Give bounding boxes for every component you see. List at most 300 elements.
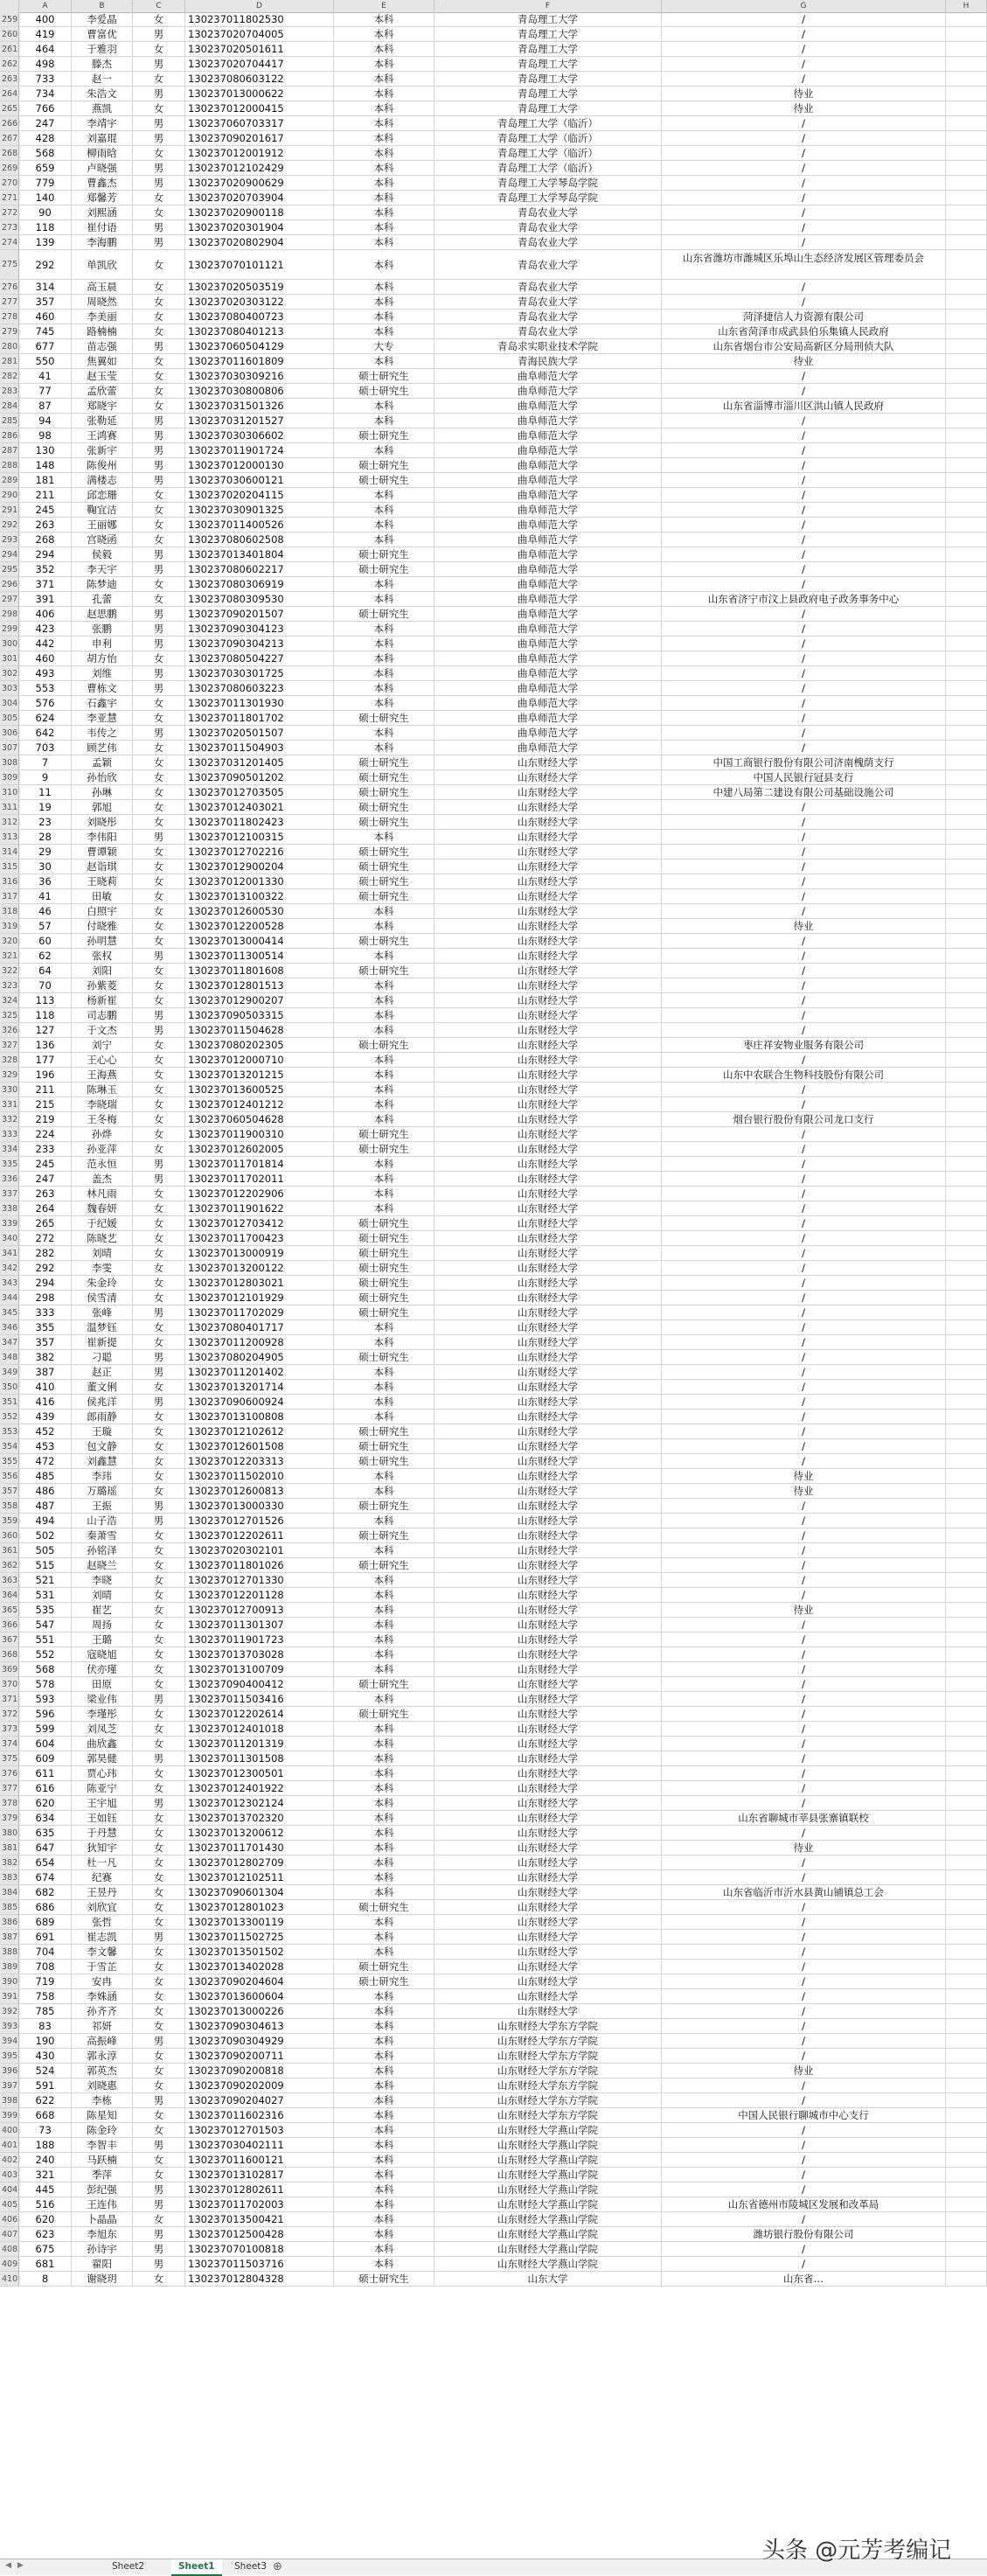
cell-empty[interactable] bbox=[946, 1722, 987, 1737]
cell-name[interactable]: 贾心玮 bbox=[72, 1766, 133, 1781]
cell-employer[interactable]: / bbox=[662, 235, 946, 250]
cell-exam-id[interactable]: 130237020303122 bbox=[185, 295, 334, 310]
row-number[interactable]: 259 bbox=[0, 12, 19, 27]
row-number[interactable]: 378 bbox=[0, 1796, 19, 1811]
cell-empty[interactable] bbox=[946, 800, 987, 815]
cell-name[interactable]: 孙诗宇 bbox=[72, 2242, 133, 2257]
cell-name[interactable]: 刘阳 bbox=[72, 964, 133, 978]
cell-exam-id[interactable]: 130237090503315 bbox=[185, 1008, 334, 1023]
cell-seq[interactable]: 547 bbox=[19, 1618, 72, 1633]
cell-seq[interactable]: 357 bbox=[19, 1335, 72, 1350]
cell-degree[interactable]: 硕士研究生 bbox=[334, 874, 434, 889]
cell-empty[interactable] bbox=[946, 874, 987, 889]
cell-gender[interactable]: 女 bbox=[133, 1038, 185, 1053]
cell-name[interactable]: 彭纪强 bbox=[72, 2183, 133, 2197]
cell-school[interactable]: 山东财经大学 bbox=[434, 1945, 662, 1960]
cell-seq[interactable]: 624 bbox=[19, 711, 72, 726]
cell-empty[interactable] bbox=[946, 1781, 987, 1796]
cell-degree[interactable]: 本科 bbox=[334, 27, 434, 42]
cell-empty[interactable] bbox=[946, 1707, 987, 1722]
cell-degree[interactable]: 本科 bbox=[334, 354, 434, 369]
cell-empty[interactable] bbox=[946, 1811, 987, 1826]
cell-empty[interactable] bbox=[946, 1469, 987, 1484]
cell-employer[interactable]: / bbox=[662, 176, 946, 191]
cell-exam-id[interactable]: 130237080401213 bbox=[185, 324, 334, 339]
cell-employer[interactable]: 待业 bbox=[662, 87, 946, 101]
cell-empty[interactable] bbox=[946, 1855, 987, 1870]
row-number[interactable]: 347 bbox=[0, 1335, 19, 1350]
cell-degree[interactable]: 本科 bbox=[334, 741, 434, 755]
cell-seq[interactable]: 294 bbox=[19, 1276, 72, 1291]
cell-name[interactable]: 高玉晨 bbox=[72, 280, 133, 295]
cell-employer[interactable]: / bbox=[662, 42, 946, 57]
cell-empty[interactable] bbox=[946, 1647, 987, 1662]
cell-gender[interactable]: 女 bbox=[133, 1603, 185, 1618]
cell-degree[interactable]: 本科 bbox=[334, 191, 434, 205]
cell-gender[interactable]: 男 bbox=[133, 458, 185, 473]
cell-school[interactable]: 青岛农业大学 bbox=[434, 235, 662, 250]
cell-employer[interactable]: 待业 bbox=[662, 1469, 946, 1484]
cell-seq[interactable]: 599 bbox=[19, 1722, 72, 1737]
cell-exam-id[interactable]: 130237012600530 bbox=[185, 904, 334, 919]
cell-name[interactable]: 满楼志 bbox=[72, 473, 133, 488]
cell-employer[interactable]: / bbox=[662, 889, 946, 904]
cell-school[interactable]: 山东财经大学 bbox=[434, 800, 662, 815]
cell-name[interactable]: 刘晓惠 bbox=[72, 2078, 133, 2093]
cell-name[interactable]: 李天宇 bbox=[72, 562, 133, 577]
cell-gender[interactable]: 女 bbox=[133, 711, 185, 726]
row-number[interactable]: 333 bbox=[0, 1127, 19, 1142]
cell-employer[interactable]: 山东省聊城市莘县张寨镇联校 bbox=[662, 1811, 946, 1826]
row-number[interactable]: 349 bbox=[0, 1365, 19, 1380]
row-number[interactable]: 389 bbox=[0, 1960, 19, 1974]
cell-gender[interactable]: 女 bbox=[133, 651, 185, 666]
cell-employer[interactable]: / bbox=[662, 1216, 946, 1231]
cell-degree[interactable]: 本科 bbox=[334, 1885, 434, 1900]
cell-employer[interactable]: / bbox=[662, 443, 946, 458]
cell-exam-id[interactable]: 130237013703028 bbox=[185, 1647, 334, 1662]
cell-gender[interactable]: 男 bbox=[133, 1395, 185, 1410]
cell-seq[interactable]: 551 bbox=[19, 1633, 72, 1647]
cell-seq[interactable]: 264 bbox=[19, 1201, 72, 1216]
cell-gender[interactable]: 女 bbox=[133, 1216, 185, 1231]
cell-degree[interactable]: 硕士研究生 bbox=[334, 815, 434, 830]
cell-school[interactable]: 曲阜师范大学 bbox=[434, 533, 662, 547]
cell-name[interactable]: 郑晓宇 bbox=[72, 399, 133, 414]
cell-school[interactable]: 山东财经大学 bbox=[434, 1395, 662, 1410]
cell-degree[interactable]: 本科 bbox=[334, 1841, 434, 1855]
cell-degree[interactable]: 本科 bbox=[334, 1097, 434, 1112]
cell-seq[interactable]: 245 bbox=[19, 503, 72, 518]
cell-school[interactable]: 山东财经大学 bbox=[434, 1543, 662, 1558]
cell-employer[interactable]: / bbox=[662, 1320, 946, 1335]
cell-employer[interactable]: / bbox=[662, 1960, 946, 1974]
row-number[interactable]: 394 bbox=[0, 2034, 19, 2049]
cell-employer[interactable]: 中国工商银行股份有限公司济南槐荫支行 bbox=[662, 755, 946, 770]
cell-exam-id[interactable]: 130237090201507 bbox=[185, 607, 334, 622]
cell-seq[interactable]: 29 bbox=[19, 845, 72, 860]
cell-name[interactable]: 侯毅 bbox=[72, 547, 133, 562]
cell-degree[interactable]: 本科 bbox=[334, 1588, 434, 1603]
cell-name[interactable]: 梁业伟 bbox=[72, 1692, 133, 1707]
cell-empty[interactable] bbox=[946, 1989, 987, 2004]
cell-exam-id[interactable]: 130237080602217 bbox=[185, 562, 334, 577]
cell-degree[interactable]: 本科 bbox=[334, 1618, 434, 1633]
cell-name[interactable]: 孙怡欣 bbox=[72, 770, 133, 785]
cell-empty[interactable] bbox=[946, 1365, 987, 1380]
cell-school[interactable]: 山东财经大学 bbox=[434, 1365, 662, 1380]
cell-exam-id[interactable]: 130237013402028 bbox=[185, 1960, 334, 1974]
cell-school[interactable]: 青海民族大学 bbox=[434, 354, 662, 369]
cell-seq[interactable]: 675 bbox=[19, 2242, 72, 2257]
cell-name[interactable]: 李伟阳 bbox=[72, 830, 133, 845]
cell-empty[interactable] bbox=[946, 1350, 987, 1365]
cell-gender[interactable]: 女 bbox=[133, 1424, 185, 1439]
cell-gender[interactable]: 男 bbox=[133, 1305, 185, 1320]
cell-exam-id[interactable]: 130237011900310 bbox=[185, 1127, 334, 1142]
row-number[interactable]: 292 bbox=[0, 518, 19, 533]
row-number[interactable]: 343 bbox=[0, 1276, 19, 1291]
cell-gender[interactable]: 女 bbox=[133, 1083, 185, 1097]
cell-employer[interactable]: / bbox=[662, 1439, 946, 1454]
cell-empty[interactable] bbox=[946, 324, 987, 339]
cell-school[interactable]: 青岛理工大学 bbox=[434, 87, 662, 101]
row-number[interactable]: 315 bbox=[0, 860, 19, 874]
cell-exam-id[interactable]: 130237011901622 bbox=[185, 1201, 334, 1216]
cell-employer[interactable]: 中国人民银行聊城市中心支行 bbox=[662, 2108, 946, 2123]
cell-exam-id[interactable]: 130237013100808 bbox=[185, 1410, 334, 1424]
cell-seq[interactable]: 36 bbox=[19, 874, 72, 889]
cell-gender[interactable]: 男 bbox=[133, 428, 185, 443]
cell-empty[interactable] bbox=[946, 785, 987, 800]
cell-seq[interactable]: 268 bbox=[19, 533, 72, 547]
cell-exam-id[interactable]: 130237012900204 bbox=[185, 860, 334, 874]
cell-employer[interactable]: / bbox=[662, 711, 946, 726]
row-number[interactable]: 405 bbox=[0, 2197, 19, 2212]
cell-employer[interactable]: / bbox=[662, 2078, 946, 2093]
cell-school[interactable]: 曲阜师范大学 bbox=[434, 518, 662, 533]
row-number[interactable]: 321 bbox=[0, 949, 19, 964]
cell-exam-id[interactable]: 130237090601304 bbox=[185, 1885, 334, 1900]
row-number[interactable]: 400 bbox=[0, 2123, 19, 2138]
cell-seq[interactable]: 371 bbox=[19, 577, 72, 592]
cell-gender[interactable]: 男 bbox=[133, 1157, 185, 1172]
cell-name[interactable]: 路楠楠 bbox=[72, 324, 133, 339]
cell-gender[interactable]: 女 bbox=[133, 72, 185, 87]
cell-name[interactable]: 崔新提 bbox=[72, 1335, 133, 1350]
cell-exam-id[interactable]: 130237030901325 bbox=[185, 503, 334, 518]
cell-degree[interactable]: 硕士研究生 bbox=[334, 1038, 434, 1053]
cell-name[interactable]: 杨新崔 bbox=[72, 993, 133, 1008]
row-number[interactable]: 268 bbox=[0, 146, 19, 161]
cell-school[interactable]: 山东财经大学 bbox=[434, 1766, 662, 1781]
cell-empty[interactable] bbox=[946, 637, 987, 651]
row-number[interactable]: 409 bbox=[0, 2257, 19, 2272]
cell-name[interactable]: 单凯欣 bbox=[72, 250, 133, 280]
row-number[interactable]: 300 bbox=[0, 637, 19, 651]
cell-exam-id[interactable]: 130237012401018 bbox=[185, 1722, 334, 1737]
cell-name[interactable]: 曲欣鑫 bbox=[72, 1737, 133, 1751]
cell-name[interactable]: 宫晓函 bbox=[72, 533, 133, 547]
cell-empty[interactable] bbox=[946, 1305, 987, 1320]
cell-exam-id[interactable]: 130237013501502 bbox=[185, 1945, 334, 1960]
cell-empty[interactable] bbox=[946, 1157, 987, 1172]
row-number[interactable]: 357 bbox=[0, 1484, 19, 1499]
cell-name[interactable]: 王海燕 bbox=[72, 1068, 133, 1083]
cell-seq[interactable]: 460 bbox=[19, 310, 72, 324]
cell-seq[interactable]: 498 bbox=[19, 57, 72, 72]
cell-empty[interactable] bbox=[946, 280, 987, 295]
cell-exam-id[interactable]: 130237060504129 bbox=[185, 339, 334, 354]
cell-school[interactable]: 山东财经大学东方学院 bbox=[434, 2064, 662, 2078]
cell-school[interactable]: 山东财经大学 bbox=[434, 978, 662, 993]
cell-school[interactable]: 山东财经大学 bbox=[434, 845, 662, 860]
row-number[interactable]: 275 bbox=[0, 250, 19, 280]
cell-name[interactable]: 鞠宜洁 bbox=[72, 503, 133, 518]
cell-empty[interactable] bbox=[946, 488, 987, 503]
cell-seq[interactable]: 550 bbox=[19, 354, 72, 369]
cell-name[interactable]: 董文俐 bbox=[72, 1380, 133, 1395]
cell-empty[interactable] bbox=[946, 1588, 987, 1603]
cell-name[interactable]: 刘嘉琨 bbox=[72, 131, 133, 146]
row-number[interactable]: 369 bbox=[0, 1662, 19, 1677]
cell-empty[interactable] bbox=[946, 1484, 987, 1499]
cell-seq[interactable]: 245 bbox=[19, 1157, 72, 1172]
cell-name[interactable]: 石鑫宇 bbox=[72, 696, 133, 711]
cell-degree[interactable]: 本科 bbox=[334, 399, 434, 414]
cell-name[interactable]: 李智丰 bbox=[72, 2138, 133, 2153]
cell-school[interactable]: 曲阜师范大学 bbox=[434, 473, 662, 488]
row-number[interactable]: 340 bbox=[0, 1231, 19, 1246]
cell-name[interactable]: 柳雨晗 bbox=[72, 146, 133, 161]
cell-name[interactable]: 卢晓强 bbox=[72, 161, 133, 176]
cell-employer[interactable]: / bbox=[662, 72, 946, 87]
cell-exam-id[interactable]: 130237080202305 bbox=[185, 1038, 334, 1053]
cell-school[interactable]: 曲阜师范大学 bbox=[434, 399, 662, 414]
cell-degree[interactable]: 本科 bbox=[334, 2034, 434, 2049]
row-number[interactable]: 410 bbox=[0, 2272, 19, 2287]
cell-employer[interactable]: 山东省潍坊市潍城区乐埠山生态经济发展区管理委员会 bbox=[662, 250, 946, 280]
cell-empty[interactable] bbox=[946, 1201, 987, 1216]
row-number[interactable]: 386 bbox=[0, 1915, 19, 1930]
cell-name[interactable]: 韦传之 bbox=[72, 726, 133, 741]
cell-exam-id[interactable]: 130237011201319 bbox=[185, 1737, 334, 1751]
cell-empty[interactable] bbox=[946, 1618, 987, 1633]
cell-name[interactable]: 李文馨 bbox=[72, 1945, 133, 1960]
cell-seq[interactable]: 568 bbox=[19, 146, 72, 161]
cell-degree[interactable]: 硕士研究生 bbox=[334, 1350, 434, 1365]
cell-employer[interactable]: / bbox=[662, 2034, 946, 2049]
cell-empty[interactable] bbox=[946, 295, 987, 310]
cell-gender[interactable]: 女 bbox=[133, 1142, 185, 1157]
row-number[interactable]: 303 bbox=[0, 681, 19, 696]
cell-school[interactable]: 山东财经大学东方学院 bbox=[434, 2093, 662, 2108]
cell-school[interactable]: 山东财经大学燕山学院 bbox=[434, 2153, 662, 2168]
cell-seq[interactable]: 445 bbox=[19, 2183, 72, 2197]
cell-exam-id[interactable]: 130237020302101 bbox=[185, 1543, 334, 1558]
cell-school[interactable]: 山东财经大学东方学院 bbox=[434, 2078, 662, 2093]
cell-empty[interactable] bbox=[946, 533, 987, 547]
cell-school[interactable]: 山东财经大学 bbox=[434, 1201, 662, 1216]
cell-empty[interactable] bbox=[946, 696, 987, 711]
cell-seq[interactable]: 127 bbox=[19, 1023, 72, 1038]
cell-empty[interactable] bbox=[946, 354, 987, 369]
cell-name[interactable]: 马跃楠 bbox=[72, 2153, 133, 2168]
row-number[interactable]: 371 bbox=[0, 1692, 19, 1707]
cell-school[interactable]: 青岛农业大学 bbox=[434, 324, 662, 339]
cell-seq[interactable]: 622 bbox=[19, 2093, 72, 2108]
cell-empty[interactable] bbox=[946, 577, 987, 592]
cell-gender[interactable]: 女 bbox=[133, 1573, 185, 1588]
cell-employer[interactable]: / bbox=[662, 1677, 946, 1692]
cell-degree[interactable]: 硕士研究生 bbox=[334, 964, 434, 978]
cell-gender[interactable]: 女 bbox=[133, 146, 185, 161]
cell-exam-id[interactable]: 130237020900629 bbox=[185, 176, 334, 191]
cell-degree[interactable]: 本科 bbox=[334, 1915, 434, 1930]
row-number[interactable]: 328 bbox=[0, 1053, 19, 1068]
cell-degree[interactable]: 本科 bbox=[334, 637, 434, 651]
cell-exam-id[interactable]: 130237020802904 bbox=[185, 235, 334, 250]
row-number[interactable]: 312 bbox=[0, 815, 19, 830]
cell-seq[interactable]: 140 bbox=[19, 191, 72, 205]
cell-seq[interactable]: 98 bbox=[19, 428, 72, 443]
row-number[interactable]: 396 bbox=[0, 2064, 19, 2078]
column-header-a[interactable]: A bbox=[19, 0, 72, 12]
row-number[interactable]: 385 bbox=[0, 1900, 19, 1915]
cell-exam-id[interactable]: 130237011801026 bbox=[185, 1558, 334, 1573]
cell-degree[interactable]: 本科 bbox=[334, 1826, 434, 1841]
row-number[interactable]: 269 bbox=[0, 161, 19, 176]
cell-school[interactable]: 山东财经大学 bbox=[434, 1633, 662, 1647]
cell-degree[interactable]: 硕士研究生 bbox=[334, 934, 434, 949]
cell-degree[interactable]: 本科 bbox=[334, 235, 434, 250]
cell-seq[interactable]: 292 bbox=[19, 1261, 72, 1276]
row-number[interactable]: 408 bbox=[0, 2242, 19, 2257]
cell-gender[interactable]: 女 bbox=[133, 1528, 185, 1543]
cell-empty[interactable] bbox=[946, 1692, 987, 1707]
cell-employer[interactable]: 山东省烟台市公安局高新区分局刑侦大队 bbox=[662, 339, 946, 354]
cell-degree[interactable]: 本科 bbox=[334, 12, 434, 27]
row-number[interactable]: 365 bbox=[0, 1603, 19, 1618]
row-number[interactable]: 289 bbox=[0, 473, 19, 488]
cell-empty[interactable] bbox=[946, 250, 987, 280]
cell-school[interactable]: 曲阜师范大学 bbox=[434, 369, 662, 384]
cell-employer[interactable]: / bbox=[662, 428, 946, 443]
cell-empty[interactable] bbox=[946, 1112, 987, 1127]
row-number[interactable]: 372 bbox=[0, 1707, 19, 1722]
row-number[interactable]: 320 bbox=[0, 934, 19, 949]
cell-seq[interactable]: 94 bbox=[19, 414, 72, 428]
cell-name[interactable]: 张新宇 bbox=[72, 443, 133, 458]
cell-gender[interactable]: 男 bbox=[133, 57, 185, 72]
cell-name[interactable]: 盖杰 bbox=[72, 1172, 133, 1187]
cell-exam-id[interactable]: 130237090202009 bbox=[185, 2078, 334, 2093]
cell-empty[interactable] bbox=[946, 889, 987, 904]
row-number[interactable]: 264 bbox=[0, 87, 19, 101]
tab-sheet1[interactable]: Sheet1 bbox=[171, 2559, 222, 2576]
cell-school[interactable]: 青岛农业大学 bbox=[434, 310, 662, 324]
tab-sheet3[interactable]: Sheet3 bbox=[234, 2561, 268, 2572]
cell-employer[interactable]: / bbox=[662, 205, 946, 220]
cell-empty[interactable] bbox=[946, 949, 987, 964]
cell-name[interactable]: 季萍 bbox=[72, 2168, 133, 2183]
cell-name[interactable]: 刁聪 bbox=[72, 1350, 133, 1365]
cell-employer[interactable]: / bbox=[662, 1781, 946, 1796]
cell-seq[interactable]: 596 bbox=[19, 1707, 72, 1722]
cell-degree[interactable]: 本科 bbox=[334, 1796, 434, 1811]
cell-gender[interactable]: 女 bbox=[133, 1885, 185, 1900]
cell-exam-id[interactable]: 130237080602508 bbox=[185, 533, 334, 547]
cell-exam-id[interactable]: 130237011802423 bbox=[185, 815, 334, 830]
cell-empty[interactable] bbox=[946, 1335, 987, 1350]
cell-seq[interactable]: 406 bbox=[19, 607, 72, 622]
cell-name[interactable]: 谢晓玥 bbox=[72, 2272, 133, 2287]
cell-name[interactable]: 郭昊健 bbox=[72, 1751, 133, 1766]
cell-employer[interactable]: 山东省… bbox=[662, 2272, 946, 2287]
cell-degree[interactable]: 本科 bbox=[334, 1945, 434, 1960]
cell-exam-id[interactable]: 130237012200528 bbox=[185, 919, 334, 934]
cell-seq[interactable]: 263 bbox=[19, 518, 72, 533]
cell-empty[interactable] bbox=[946, 741, 987, 755]
row-number[interactable]: 290 bbox=[0, 488, 19, 503]
row-number[interactable]: 334 bbox=[0, 1142, 19, 1157]
cell-employer[interactable]: / bbox=[662, 161, 946, 176]
cell-gender[interactable]: 女 bbox=[133, 1231, 185, 1246]
cell-degree[interactable]: 本科 bbox=[334, 131, 434, 146]
cell-gender[interactable]: 男 bbox=[133, 681, 185, 696]
cell-name[interactable]: 曹栋文 bbox=[72, 681, 133, 696]
cell-seq[interactable]: 611 bbox=[19, 1766, 72, 1781]
cell-seq[interactable]: 677 bbox=[19, 339, 72, 354]
cell-seq[interactable]: 423 bbox=[19, 622, 72, 637]
row-number[interactable]: 298 bbox=[0, 607, 19, 622]
cell-seq[interactable]: 233 bbox=[19, 1142, 72, 1157]
cell-degree[interactable]: 本科 bbox=[334, 1573, 434, 1588]
cell-empty[interactable] bbox=[946, 458, 987, 473]
row-number[interactable]: 313 bbox=[0, 830, 19, 845]
cell-school[interactable]: 山东财经大学燕山学院 bbox=[434, 2183, 662, 2197]
row-number[interactable]: 401 bbox=[0, 2138, 19, 2153]
cell-school[interactable]: 山东财经大学 bbox=[434, 1841, 662, 1855]
cell-school[interactable]: 山东财经大学 bbox=[434, 815, 662, 830]
cell-employer[interactable]: / bbox=[662, 1261, 946, 1276]
cell-gender[interactable]: 男 bbox=[133, 666, 185, 681]
cell-empty[interactable] bbox=[946, 2064, 987, 2078]
cell-degree[interactable]: 本科 bbox=[334, 1023, 434, 1038]
cell-gender[interactable]: 女 bbox=[133, 1127, 185, 1142]
cell-seq[interactable]: 188 bbox=[19, 2138, 72, 2153]
cell-degree[interactable]: 本科 bbox=[334, 324, 434, 339]
row-number[interactable]: 329 bbox=[0, 1068, 19, 1083]
cell-empty[interactable] bbox=[946, 42, 987, 57]
cell-degree[interactable]: 本科 bbox=[334, 1870, 434, 1885]
cell-school[interactable]: 山东财经大学 bbox=[434, 1900, 662, 1915]
row-number[interactable]: 380 bbox=[0, 1826, 19, 1841]
cell-school[interactable]: 山东财经大学 bbox=[434, 1796, 662, 1811]
cell-gender[interactable]: 女 bbox=[133, 1201, 185, 1216]
row-number[interactable]: 353 bbox=[0, 1424, 19, 1439]
cell-name[interactable]: 周扬 bbox=[72, 1618, 133, 1633]
cell-school[interactable]: 山东财经大学 bbox=[434, 1826, 662, 1841]
cell-empty[interactable] bbox=[946, 1543, 987, 1558]
cell-exam-id[interactable]: 130237013500421 bbox=[185, 2212, 334, 2227]
cell-school[interactable]: 青岛理工大学 bbox=[434, 27, 662, 42]
cell-school[interactable]: 山东财经大学 bbox=[434, 949, 662, 964]
cell-empty[interactable] bbox=[946, 2123, 987, 2138]
cell-exam-id[interactable]: 130237013000414 bbox=[185, 934, 334, 949]
cell-employer[interactable]: / bbox=[662, 280, 946, 295]
cell-empty[interactable] bbox=[946, 845, 987, 860]
